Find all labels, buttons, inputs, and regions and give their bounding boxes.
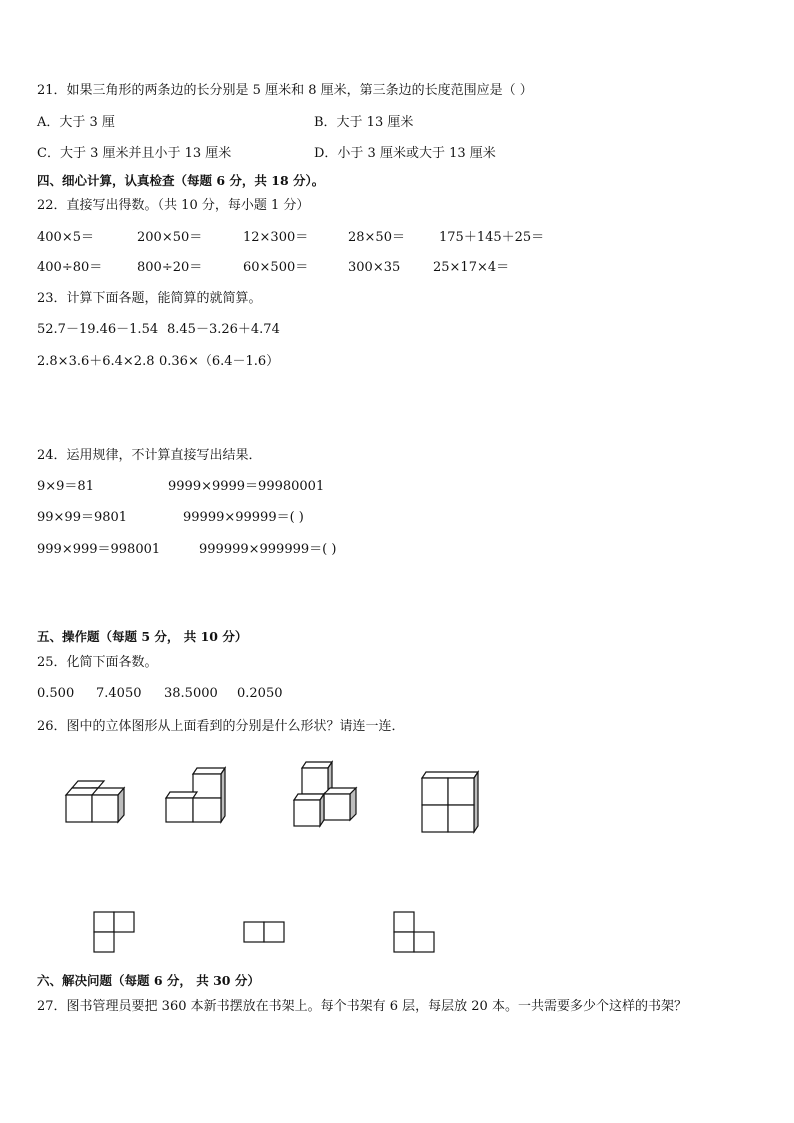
q27-stem: 27．图书管理员要把 360 本新书摆放在书架上。每个书架有 6 层，每层放 20 本。一共需要多少个这样的书架？ <box>37 999 687 1014</box>
q24-left: 999×999＝998001 <box>37 542 161 557</box>
solid-figure-4 <box>418 768 484 836</box>
q22-item: 400×5＝ <box>37 230 94 245</box>
top-view-shape-2 <box>242 920 288 946</box>
solid-figure-3 <box>288 758 368 830</box>
q21-option-d: D．小于 3 厘米或大于 13 厘米 <box>314 146 496 161</box>
q24-right-blank: 99999×99999＝( ) <box>183 510 304 525</box>
q23-stem: 23．计算下面各题，能简算的就简算。 <box>37 291 262 306</box>
q21-option-c: C．大于 3 厘米并且小于 13 厘米 <box>37 146 232 161</box>
top-view-shape-1 <box>92 910 138 956</box>
q22-item: 175＋145＋25＝ <box>439 230 545 245</box>
q22-item: 25×17×4＝ <box>433 260 510 275</box>
q26-stem: 26．图中的立体图形从上面看到的分别是什么形状？请连一连． <box>37 719 405 734</box>
q23-item: 8.45－3.26＋4.74 <box>167 322 280 337</box>
q25-number: 7.4050 <box>96 686 142 701</box>
q22-item: 60×500＝ <box>243 260 309 275</box>
q25-stem: 25．化简下面各数。 <box>37 655 158 670</box>
q22-item: 28×50＝ <box>348 230 405 245</box>
q22-stem: 22．直接写出得数。（共 10 分，每小题 1 分） <box>37 198 310 213</box>
q22-item: 300×35 <box>348 260 401 275</box>
solid-figure-2 <box>162 762 232 830</box>
q21-option-b: B．大于 13 厘米 <box>314 115 414 130</box>
q22-item: 800÷20＝ <box>137 260 203 275</box>
section6-heading: 六、解决问题（每题 6 分， 共 30 分） <box>37 973 260 988</box>
section4-heading: 四、细心计算，认真检查（每题 6 分，共 18 分）。 <box>37 173 325 188</box>
q21-stem: 21．如果三角形的两条边的长分别是 5 厘米和 8 厘米，第三条边的长度范围应是（ ） <box>37 83 533 98</box>
q23-item: 2.8×3.6＋6.4×2.8 <box>37 354 155 369</box>
q23-item: 52.7－19.46－1.54 <box>37 322 159 337</box>
q23-item: 0.36×（6.4－1.6） <box>159 354 280 369</box>
q22-item: 400÷80＝ <box>37 260 103 275</box>
q24-right-blank: 999999×999999＝( ) <box>199 542 337 557</box>
q24-left: 9×9＝81 <box>37 479 94 494</box>
q25-number: 38.5000 <box>164 686 218 701</box>
q25-number: 0.500 <box>37 686 75 701</box>
q24-stem: 24．运用规律，不计算直接写出结果． <box>37 448 262 463</box>
q24-left: 99×99＝9801 <box>37 510 128 525</box>
q21-option-a: A．大于 3 厘 <box>37 115 115 130</box>
top-view-shape-3 <box>392 910 438 956</box>
q22-item: 12×300＝ <box>243 230 309 245</box>
q22-item: 200×50＝ <box>137 230 203 245</box>
section5-heading: 五、操作题（每题 5 分， 共 10 分） <box>37 629 248 644</box>
q24-right: 9999×9999＝99980001 <box>168 479 325 494</box>
q25-number: 0.2050 <box>237 686 283 701</box>
solid-figure-1 <box>60 775 132 829</box>
